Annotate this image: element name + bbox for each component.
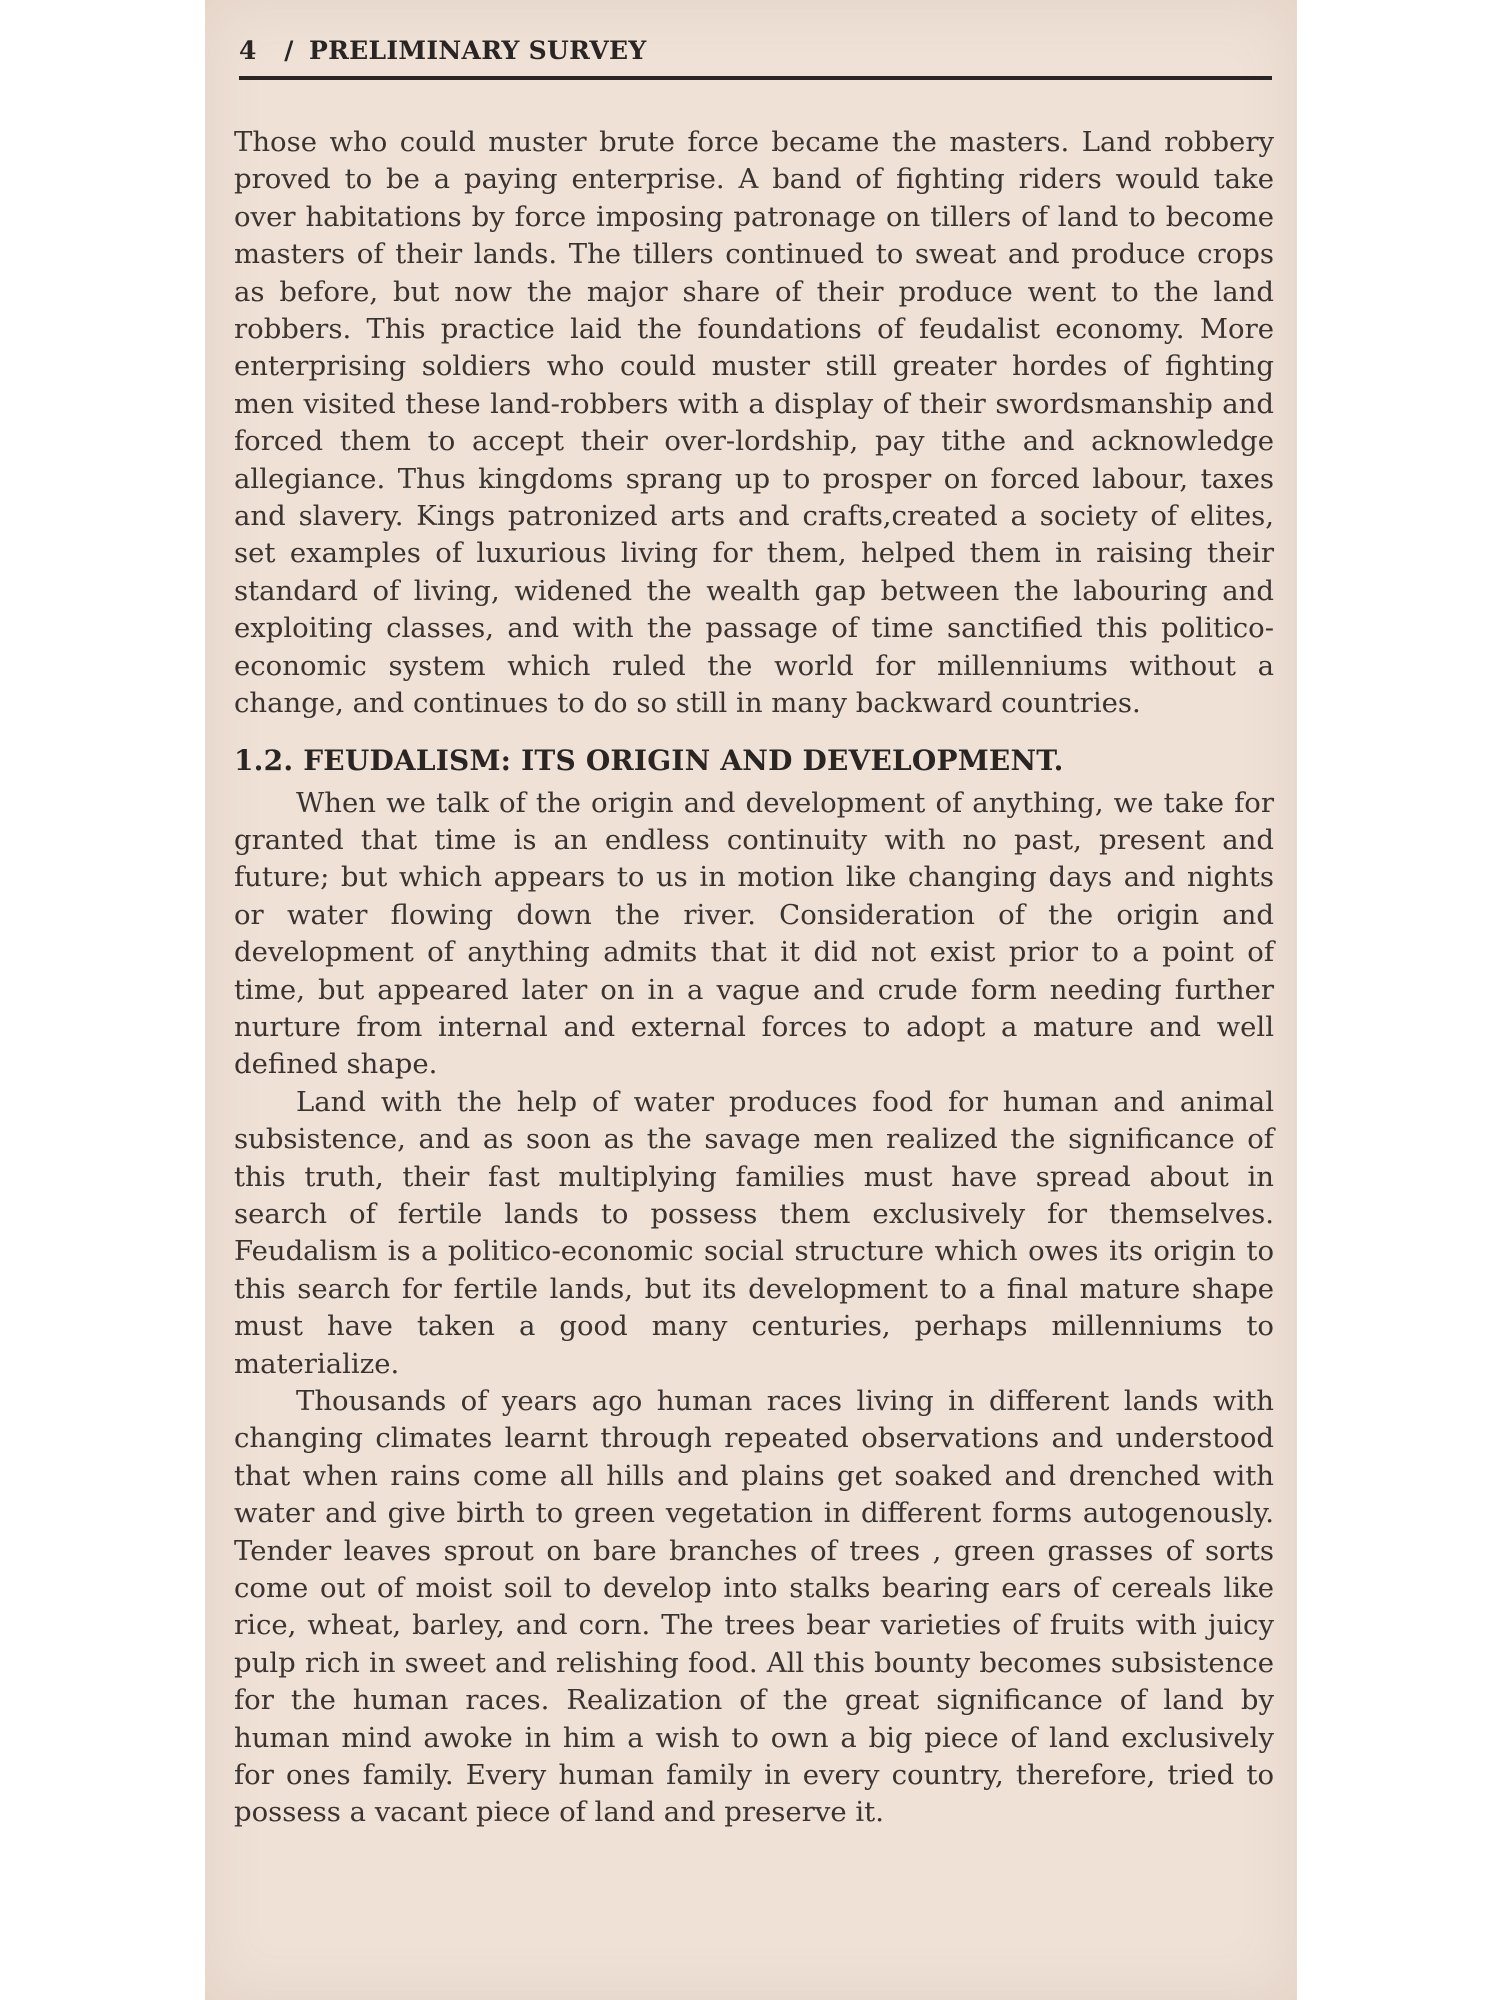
paragraph-origin-development: When we talk of the origin and development of anything, we take for granted that time is an endless continuity with no past, present and future; but which appears to us in motion like changing days and nights or water flowing down the river. Consideration of the origin and development of anything admits that it did not exist prior to a point of time, but appeared later on in a vague and crude form needing further nurture from internal and external forces to adopt a mature and well defined shape.: [234, 786, 1274, 1081]
page-number: 4: [239, 36, 257, 65]
header-separator: /: [284, 36, 294, 65]
page-body: [234, 124, 1274, 1832]
paragraph-human-races: Thousands of years ago human races living in different lands with changing climates learnt through repeated observations and understood that when rains come all hills and plains get soaked and drenched with water and give birth to green vegetation in different forms autogenously. Tender leaves sprout on bare branches of trees , green grasses of sorts come out of moist soil to develop into stalks bearing ears of cereals like rice, wheat, barley, and corn. The trees bear varieties of fruits with juicy pulp rich in sweet and relishing food. All this bounty becomes subsistence for the human races. Realization of the great significance of land by human mind awoke in him a wish to own a big piece of land exclusively for ones family. Every human family in every country, therefore, tried to possess a vacant piece of land and preserve it.: [234, 1385, 1274, 1829]
paragraph-land-robbery: Those who could muster brute force became the masters. Land robbery proved to be a paying enterprise. A band of fighting riders would take over habitations by force imposing patronage on tillers of land to become masters of their lands. The tillers continued to sweat and produce crops as before, but now the major share of their produce went to the land robbers. This practice laid the foundations of feudalist economy. More enterprising soldiers who could muster still greater hordes of fighting men visited these land-robbers with a display of their swordsmanship and forced them to accept their over-lordship, pay tithe and acknowledge allegiance. Thus kingdoms sprang up to prosper on forced labour, taxes and slavery. Kings patronized arts and crafts,created a society of elites, set examples of luxurious living for them, helped them in raising their standard of living, widened the wealth gap between the labouring and exploiting classes, and with the passage of time sanctified this politico-economic system which ruled the world for millenniums without a change, and continues to do so still in many backward countries.: [234, 126, 1274, 720]
book-page: [205, 0, 1297, 2000]
running-header: [239, 36, 1272, 80]
section-heading: 1.2. FEUDALISM: ITS ORIGIN AND DEVELOPMENT.: [234, 743, 1064, 777]
running-title: PRELIMINARY SURVEY: [309, 36, 647, 65]
paragraph-land-water: Land with the help of water produces food for human and animal subsistence, and as soon as the savage men realized the significance of this truth, their fast multiplying families must have spread about in search of fertile lands to possess them exclusively for themselves. Feudalism is a politico-economic social structure which owes its origin to this search for fertile lands, but its development to a final mature shape must have taken a good many centuries, perhaps millenniums to materialize.: [234, 1085, 1274, 1380]
